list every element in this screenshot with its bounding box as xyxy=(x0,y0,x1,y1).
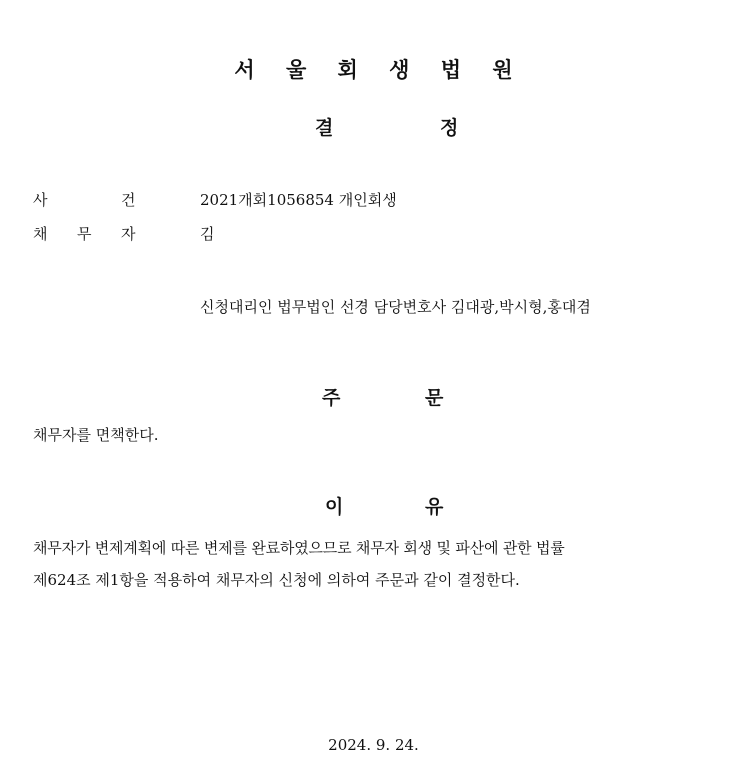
representative-line: 신청대리인 법무법인 선경 담당변호사 김대광,박시형,홍대겸 xyxy=(200,298,591,316)
reason-line-2: 제624조 제1항을 적용하여 채무자의 신청에 의하여 주문과 같이 결정한다. xyxy=(33,571,520,589)
case-label-char-1: 사 xyxy=(33,191,48,209)
order-text: 채무자를 면책한다. xyxy=(33,426,159,444)
reason-heading-left: 이 xyxy=(325,496,344,518)
court-name: 서 울 회 생 법 원 xyxy=(234,58,525,82)
order-heading-left: 주 xyxy=(322,387,341,409)
reason-line-1: 채무자가 변제계획에 따른 변제를 완료하였으므로 채무자 회생 및 파산에 관한 법률 xyxy=(33,539,565,557)
order-heading-right: 문 xyxy=(425,387,444,409)
debtor-label-char-3: 자 xyxy=(121,225,136,243)
decision-date: 2024. 9. 24. xyxy=(328,736,419,754)
decision-heading-right: 정 xyxy=(440,117,459,139)
case-label-char-2: 건 xyxy=(121,191,136,209)
reason-heading-right: 유 xyxy=(425,496,444,518)
case-number: 2021개회1056854 개인회생 xyxy=(200,191,397,209)
decision-heading-left: 결 xyxy=(315,117,334,139)
debtor-label-char-2: 무 xyxy=(77,225,92,243)
debtor-name: 김 xyxy=(200,225,215,243)
debtor-label-char-1: 채 xyxy=(33,225,48,243)
